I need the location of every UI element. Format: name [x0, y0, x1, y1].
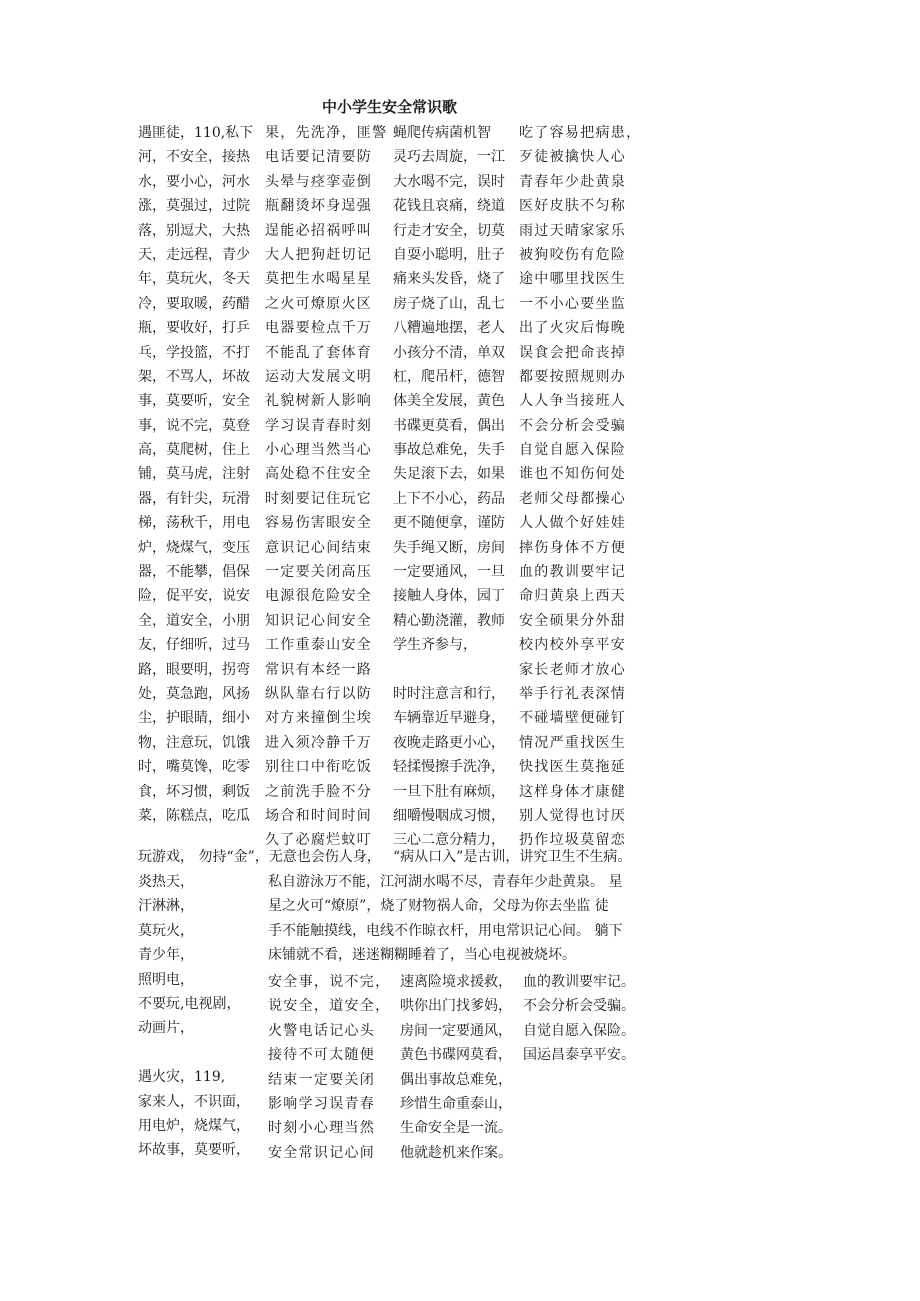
verse-line	[138, 1041, 266, 1065]
verse-line: 高，莫爬树，住上	[138, 442, 250, 459]
verse-line: 莫把生水喝星星	[265, 271, 373, 288]
verse-line: 全，道安全，小朋	[138, 612, 250, 629]
verse-line: 物，注意玩，饥饿	[138, 734, 250, 751]
verse-line: 雨过天晴家家乐	[519, 222, 627, 239]
verse-line: 速离险境求援救，	[400, 974, 512, 990]
verse-column-6	[268, 970, 391, 1165]
verse-line: 星之火可“燎原”，烧了财物祸人命，父母为你去坐监 徒	[268, 898, 609, 915]
verse-line: 冷，要取暖，药醋	[138, 295, 250, 312]
verse-line: 黄色书碟网莫看，	[400, 1047, 512, 1064]
verse-line: 电源很危险安全	[265, 588, 373, 605]
verse-line: 器，有针尖，玩滑	[138, 490, 250, 507]
verse-line: 事，莫要听，安全	[138, 393, 250, 410]
verse-column-4	[519, 121, 641, 853]
verse-line: 医好皮肤不匀称	[519, 198, 627, 215]
verse-line: 大人把狗赶切记	[265, 246, 373, 263]
verse-line: 对方来撞倒尘埃	[265, 710, 373, 727]
verse-line: 歹徒被擒快人心	[519, 149, 627, 166]
verse-line: 途中哪里找医生	[519, 271, 627, 288]
verse-line: 失手绳又断，房间	[393, 539, 505, 556]
verse-line: 结束一定要关闭	[268, 1071, 376, 1088]
document-title: 中小学生安全常识歌	[322, 98, 458, 116]
verse-line: 意识记心间结束	[265, 539, 373, 556]
verse-line: 路，眼要明，拐弯	[138, 661, 250, 678]
verse-line: 被狗咬伤有危险	[519, 246, 627, 263]
verse-line: 手不能触摸线，电线不作晾衣杆，用电常识记心间。 躺下	[268, 922, 623, 939]
verse-line: 别人觉得也讨厌	[519, 807, 627, 824]
verse-line: 逞能必招祸呼叫	[265, 222, 373, 239]
verse-line: 常识有本经一路	[265, 661, 373, 678]
verse-line: 工作重泰山安全	[265, 637, 373, 654]
verse-line: 学习误青春时刻	[265, 417, 373, 434]
verse-line: 之火可燎原火区	[265, 295, 373, 312]
verse-line: 果，先洗净，匪警	[265, 125, 388, 141]
verse-line: 时时注意言和行，	[393, 685, 505, 702]
verse-line: 痛来头发昏，烧了	[393, 271, 505, 288]
verse-line: 友，仔细听，过马	[138, 637, 250, 654]
verse-line: 器，不能攀，倡保	[138, 564, 250, 581]
verse-line: 涨，莫强过，过院	[138, 198, 250, 215]
verse-line: 不要玩,电视剧，	[138, 995, 241, 1012]
verse-line: 摔伤身体不方便	[519, 539, 627, 556]
verse-line: 青春年少赴黄泉	[519, 173, 627, 190]
verse-column-1	[138, 121, 256, 828]
verse-line-hygiene: “病从口入”是古训，讲究卫生不生病。	[393, 849, 632, 865]
verse-line: 车辆靠近早避身，	[393, 710, 505, 727]
verse-line: 运动大发展文明	[265, 368, 373, 385]
verse-column-2	[265, 121, 388, 853]
verse-line: 花钱且哀痛，绕道	[393, 198, 505, 215]
verse-line: 接触人身体，园丁	[393, 588, 505, 605]
verse-line: 安全硕果分外甜	[519, 612, 627, 629]
verse-line: 家长老师才放心	[519, 661, 627, 678]
verse-line: 火警电话记心头	[268, 1022, 376, 1039]
verse-line: 接待不可太随便	[268, 1047, 376, 1064]
verse-line: 铺，莫马虎，注射	[138, 466, 250, 483]
verse-line: 照明电，	[138, 971, 194, 988]
verse-line: 行走才安全，切莫	[393, 222, 505, 239]
verse-line: 偶出事故总难免，	[400, 1071, 512, 1088]
verse-line: 细嚼慢咽成习惯，	[393, 807, 505, 824]
verse-line: 杠，爬吊杆，德智	[393, 368, 505, 385]
verse-line: 灵巧去周旋，一江	[393, 149, 505, 166]
verse-line: 梯，荡秋千，用电	[138, 515, 250, 532]
verse-line: 人人做个好娃娃	[519, 515, 627, 532]
verse-line: 家来人，不识面，	[138, 1093, 250, 1110]
verse-line: 险，促平安，说安	[138, 588, 250, 605]
verse-line: 影响学习误青春	[268, 1095, 376, 1112]
verse-line: 河，不安全，接热	[138, 149, 250, 166]
verse-line: 夜晚走路更小心，	[393, 734, 505, 751]
verse-line: 房子烧了山，乱七	[393, 295, 505, 312]
verse-line: 一不小心要坐监	[519, 295, 627, 312]
verse-line: 误食会把命丧掉	[519, 344, 627, 361]
verse-line: 纵队靠右行以防	[265, 685, 373, 702]
verse-line: 莫玩火，	[138, 922, 194, 939]
verse-line: 天，走远程，青少	[138, 246, 250, 263]
verse-line: 上下不小心，药品	[393, 490, 505, 507]
verse-prose-block	[268, 870, 648, 968]
verse-line: 尘，护眼睛，细小	[138, 710, 250, 727]
verse-line: 珍惜生命重泰山，	[400, 1095, 512, 1112]
verse-line: 年，莫玩火，冬天	[138, 271, 250, 288]
verse-line: 自觉自愿入保险。	[523, 1022, 635, 1039]
verse-line: 失足滚下去，如果	[393, 466, 505, 483]
verse-line: 场合和时间时间	[265, 807, 373, 824]
verse-line: 炎热天，	[138, 874, 194, 890]
verse-line: 知识记心间安全	[265, 612, 373, 629]
verse-column-5	[138, 870, 266, 1163]
verse-line: 床铺就不看，迷迷糊糊睡着了，当心电视被烧坏。	[268, 947, 576, 964]
verse-line: 时刻小心理当然	[268, 1120, 376, 1137]
verse-line: 处，莫急跑，风扬	[138, 685, 250, 702]
verse-line: 遇匪徒，110,私下	[138, 125, 254, 141]
verse-line: 安全常识记心间	[268, 1144, 376, 1161]
verse-column-7	[400, 970, 520, 1165]
verse-line: 小心理当然当心	[265, 442, 373, 459]
verse-line: 精心勤浇灌，教师	[393, 612, 505, 629]
verse-line: 头晕与痉挛壶倒	[265, 173, 373, 190]
verse-line: 命归黄泉上西天	[519, 588, 627, 605]
verse-line: 学生齐参与，	[393, 637, 477, 654]
verse-line: 电话要记清要防	[265, 149, 373, 166]
verse-line: 菜，陈糕点，吃瓜	[138, 807, 250, 824]
verse-line: 事，说不完，莫登	[138, 417, 250, 434]
verse-line: 体美全发展，黄色	[393, 393, 505, 410]
verse-line: 动画片，	[138, 1020, 194, 1037]
verse-line: 不会分析会受骗。	[523, 998, 635, 1015]
verse-line: 安全事，说不完，	[268, 974, 391, 990]
verse-line: 水，要小心，河水	[138, 173, 250, 190]
verse-line: 架，不骂人，坏故	[138, 368, 250, 385]
verse-line: 之前洗手脸不分	[265, 783, 373, 800]
verse-line: 不碰墙壁便碰钉	[519, 710, 627, 727]
verse-line: 一定要通风，一旦	[393, 564, 505, 581]
verse-line: 说安全，道安全，	[268, 998, 391, 1015]
verse-line: 炉，烧煤气，变压	[138, 539, 250, 556]
verse-line: 八糟遍地摆，老人	[393, 320, 505, 337]
verse-line: 容易伤害眼安全	[265, 515, 373, 532]
verse-line: 用电炉，烧煤气，	[138, 1117, 250, 1134]
verse-column-3	[393, 121, 511, 853]
verse-line: 蝇爬传病菌机智	[393, 125, 491, 141]
verse-line: 自觉自愿入保险	[519, 442, 627, 459]
verse-line: 青少年，	[138, 947, 194, 964]
verse-line: 食，坏习惯，剩饭	[138, 783, 250, 800]
verse-line-games: 玩游戏， 勿持“金”，无意也会伤人身，	[138, 849, 381, 865]
verse-line: 不会分析会受骗	[519, 417, 627, 434]
verse-line: 不能乱了套体育	[265, 344, 373, 361]
verse-line: 时刻要记住玩它	[265, 490, 373, 507]
verse-line: 乓，学投篮，不打	[138, 344, 250, 361]
verse-line: 礼貌树新人影响	[265, 393, 373, 410]
verse-line: 瓶，要收好，打乒	[138, 320, 250, 337]
verse-line: 谁也不知伤何处	[519, 466, 627, 483]
verse-line: 落，别逗犬，大热	[138, 222, 250, 239]
verse-line: 房间一定要通风，	[400, 1022, 512, 1039]
verse-line: 老师父母都操心	[519, 490, 627, 507]
verse-line: 瓶翻烫坏身逞强	[265, 198, 373, 215]
verse-line: 遇火灾，119,	[138, 1069, 226, 1086]
verse-line: 电器要检点千万	[265, 320, 373, 337]
verse-line: 别往口中衔吃饭	[265, 759, 373, 776]
verse-line: 出了火灾后悔晚	[519, 320, 627, 337]
verse-line: 小孩分不清，单双	[393, 344, 505, 361]
verse-line: 书碟更莫看，偶出	[393, 417, 505, 434]
verse-line: 事故总难免，失手	[393, 442, 505, 459]
verse-line: 久了必腐烂蚊叮	[265, 832, 373, 849]
verse-line: 坏故事，莫要听，	[138, 1142, 250, 1159]
verse-line: 更不随便拿，谨防	[393, 515, 505, 532]
verse-line: 进入须冷静千万	[265, 734, 373, 751]
verse-line: 生命安全是一流。	[400, 1120, 512, 1137]
verse-line: 吃了容易把病患，	[519, 125, 642, 141]
verse-line: 都要按照规则办	[519, 368, 627, 385]
verse-line: 国运昌泰享平安。	[523, 1047, 635, 1064]
verse-line: 情况严重找医生	[519, 734, 627, 751]
verse-line: 血的教训要牢记	[519, 564, 627, 581]
verse-line: 汗淋淋，	[138, 898, 194, 915]
verse-column-8	[523, 970, 653, 1068]
verse-line: 三心二意分精力，	[393, 832, 505, 849]
verse-line: 快找医生莫拖延	[519, 759, 627, 776]
verse-line: 私自游泳万不能，江河湖水喝不尽，青春年少赴黄泉。 星	[268, 874, 623, 890]
verse-line: 一定要关闭高压	[265, 564, 373, 581]
verse-line: 自耍小聪明，肚子	[393, 246, 505, 263]
verse-line: 时，嘴莫馋，吃零	[138, 759, 250, 776]
verse-line: 轻揉慢擦手洗净，	[393, 759, 505, 776]
verse-line: 人人争当接班人	[519, 393, 627, 410]
verse-line: 哄你出门找爹妈，	[400, 998, 512, 1015]
verse-line: 血的教训要牢记。	[523, 974, 635, 990]
verse-line: 高处稳不住安全	[265, 466, 373, 483]
verse-line: 扔作垃圾莫留恋	[519, 832, 627, 849]
verse-line: 校内校外享平安	[519, 637, 627, 654]
verse-line: 举手行礼表深情	[519, 685, 627, 702]
verse-line: 这样身体才康健	[519, 783, 627, 800]
verse-line	[393, 658, 511, 682]
verse-line: 一旦下肚有麻烦，	[393, 783, 505, 800]
verse-line: 大水喝不完，误时	[393, 173, 505, 190]
verse-line: 他就趁机来作案。	[400, 1144, 512, 1161]
